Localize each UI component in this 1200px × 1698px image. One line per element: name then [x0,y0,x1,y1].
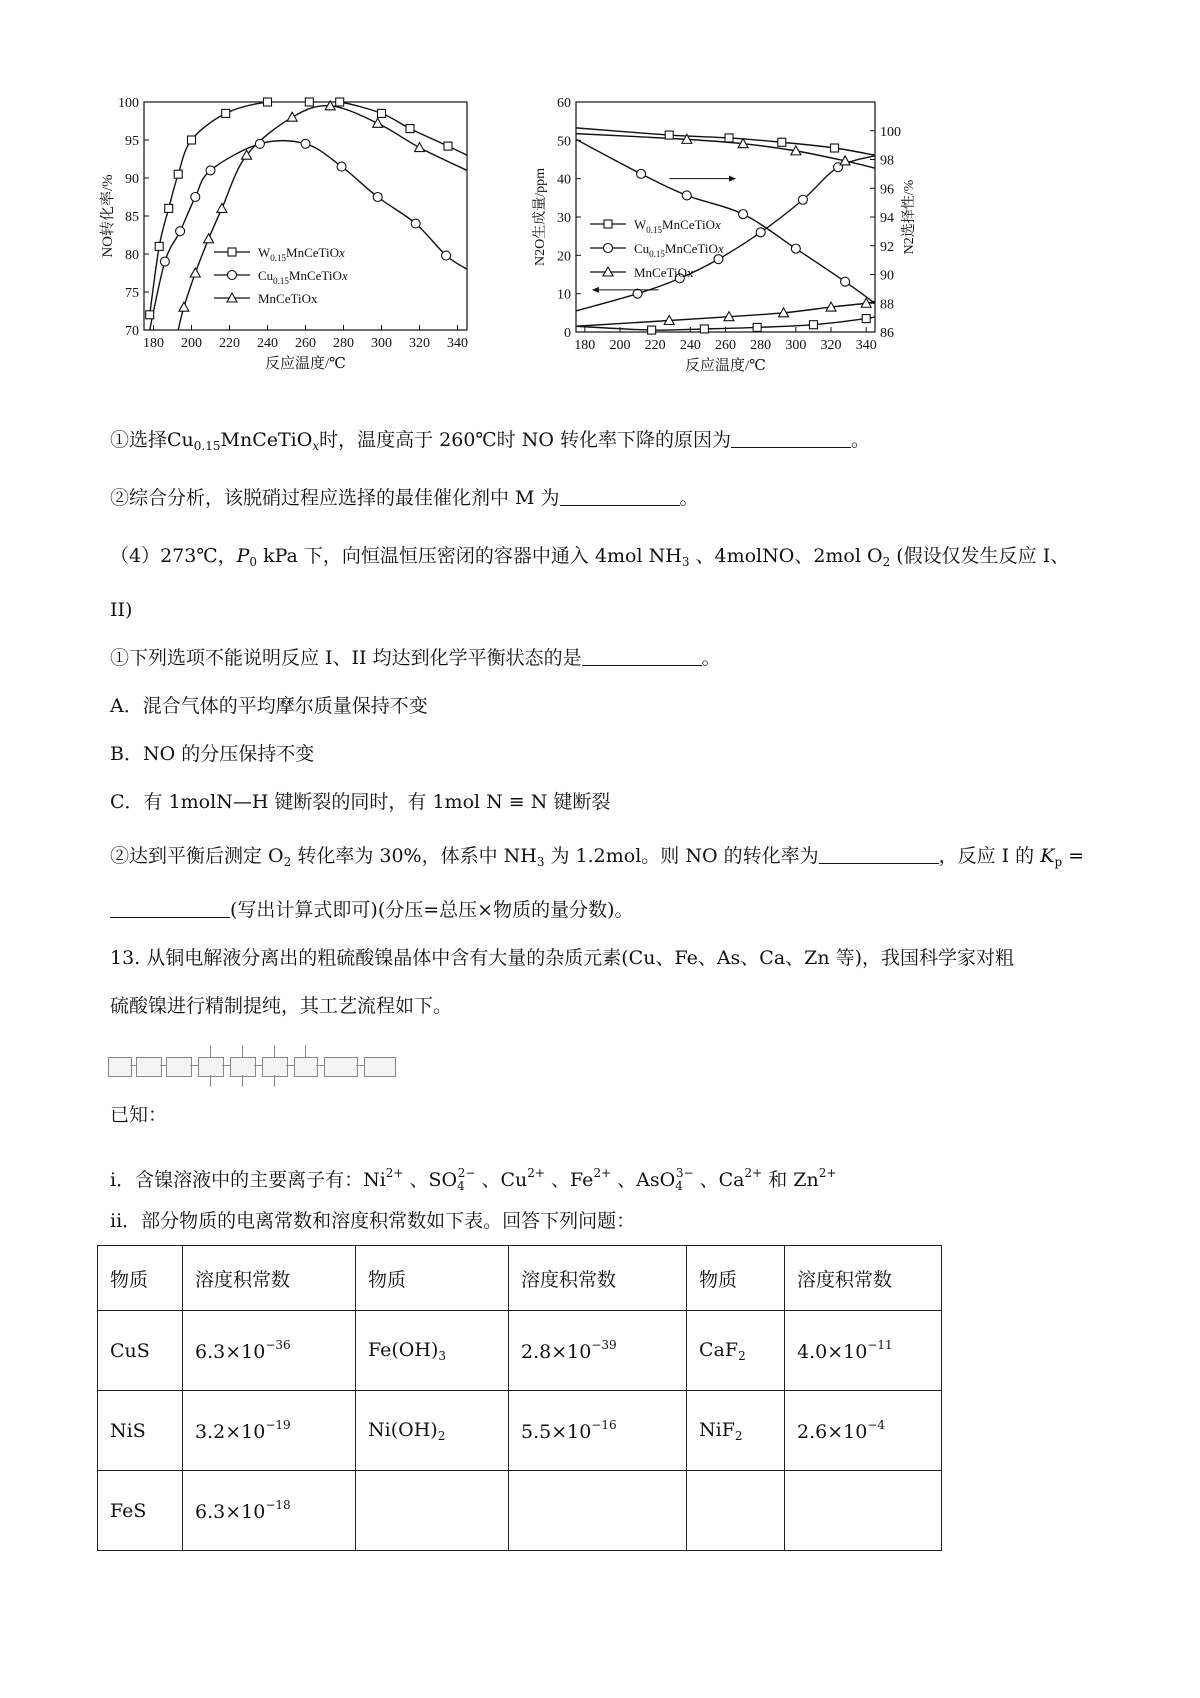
legend-marker [604,220,612,228]
data-point [336,98,344,106]
solubility-product-table [97,1245,942,1551]
flow-arrow [274,1045,275,1057]
table-row [98,1311,942,1391]
data-point [255,139,264,148]
question-13-line1: 13. 从铜电解液分离出的粗硫酸镍晶体中含有大量的杂质元素(Cu、Fe、As、Ca、Zn 等)，我国科学家对粗 [110,947,1015,969]
flow-arrow [242,1045,243,1057]
flow-arrow [210,1045,211,1057]
data-point [809,321,817,329]
data-point [190,268,200,277]
y-tick-label: 88 [880,297,894,313]
table-row [98,1471,942,1551]
table-header-cell: 物质 [98,1246,183,1311]
flow-arrow [286,1065,294,1066]
y-tick-label: 96 [880,182,894,198]
flow-box [108,1057,132,1077]
flow-arrow [316,1065,324,1066]
question-4-line2: (写出计算式即可)(分压=总压×物质的量分数)。 [110,897,634,923]
data-point [714,255,723,264]
data-point [415,143,425,152]
answer-blank-2[interactable] [560,487,680,506]
table-cell: $2.6\times 10^{-4}$ [785,1391,942,1471]
y-tick-label: 92 [880,239,894,255]
y-tick-label: 30 [557,211,571,226]
table-row [98,1391,942,1471]
x-tick-label: 260 [295,336,316,351]
y-tick-label: 85 [125,210,139,225]
flow-arrow [190,1065,198,1066]
data-point [378,109,386,117]
table-cell: $6.3\times 10^{-36}$ [183,1311,356,1391]
x-tick-label: 280 [750,338,772,353]
flow-box [230,1057,256,1077]
x-tick-label: 300 [371,336,392,351]
y-tick-label: 100 [118,96,139,111]
data-point [176,227,185,236]
data-point [179,302,189,311]
data-point [206,166,215,175]
table-cell: FeS [98,1471,183,1551]
answer-blank-5[interactable] [110,899,230,918]
y-axis-label: NO转化率/% [100,174,116,258]
process-flow-diagram [108,1035,398,1093]
table-cell: $Fe(OH)_3$ [356,1311,509,1391]
table-cell: $Ni(OH)_2$ [356,1391,509,1471]
data-point [217,203,227,212]
x-axis-label: 反应温度/℃ [685,358,766,374]
table-header-cell: 物质 [356,1246,509,1311]
flow-box [324,1057,358,1077]
data-point [665,131,673,139]
data-point [831,144,839,152]
data-point [798,195,807,204]
legend-label: $Cu_{0.15}MnCeTiOx$ [258,268,348,286]
y-tick-label: 60 [557,96,571,111]
table-header-cell: 溶度积常数 [509,1246,687,1311]
y-tick-label: 0 [564,326,571,341]
data-point [373,118,383,127]
y-tick-label: 20 [557,249,571,265]
flow-box [294,1057,318,1077]
data-point [160,257,169,266]
flow-arrow [242,1075,243,1087]
data-point [155,242,163,250]
data-point [337,162,346,171]
question-13-line2: 硫酸镍进行精制提纯，其工艺流程如下。 [110,995,453,1017]
y-tick-label: 10 [557,287,571,303]
data-point [442,251,451,260]
flow-box [262,1057,288,1077]
data-point [739,210,748,219]
y-tick-label: 75 [125,286,139,301]
data-point [682,191,691,200]
table-cell: $3.2\times 10^{-19}$ [183,1391,356,1471]
table-cell [356,1471,509,1551]
data-point [373,193,382,202]
no-conversion-chart [100,96,480,416]
flow-arrow [356,1065,364,1066]
question-3: ①下列选项不能说明反应 I、II 均达到化学平衡状态的是 。 [110,647,721,669]
x-tick-label: 240 [257,336,278,351]
question-2: ②综合分析，该脱硝过程应选择的最佳催化剂中 M 为 。 [110,487,699,509]
data-point [191,193,200,202]
table-cell: $2.8\times 10^{-39}$ [509,1311,687,1391]
flow-arrow [210,1075,211,1087]
table-cell [687,1471,785,1551]
y-axis-right-label: N2选择性/% [902,179,917,255]
data-point [633,289,642,298]
table-header-row [98,1246,942,1311]
question-1: ①选择$Cu_{0.15}MnCeTiO_x$时，温度高于 260℃时 NO 转化率下降的原因为 。 [110,429,870,453]
table-cell [509,1471,687,1551]
flow-box [198,1057,224,1077]
part-4-intro-line2: II) [110,599,133,621]
x-tick-label: 200 [181,336,202,351]
data-point [700,325,708,333]
x-tick-label: 260 [715,338,736,353]
data-point [174,170,182,178]
known-item-ii: ii．部分物质的电离常数和溶度积常数如下表。回答下列问题： [110,1210,636,1232]
data-point [165,204,173,212]
option-a: A．混合气体的平均摩尔质量保持不变 [110,695,428,717]
arrow-right-head [729,176,736,182]
data-point [301,139,310,148]
data-point [264,98,272,106]
x-tick-label: 240 [679,338,701,353]
flow-arrow [254,1065,262,1066]
series-group [576,128,875,330]
y-tick-label: 95 [125,134,139,149]
data-point [756,228,765,237]
flow-arrow [274,1075,275,1087]
data-point [305,98,313,106]
option-b: B．NO 的分压保持不变 [110,743,315,765]
y-tick-label: 50 [557,134,571,150]
answer-blank-3[interactable] [582,647,702,666]
data-point [637,169,646,178]
data-point [444,142,452,150]
x-tick-label: 180 [143,336,164,351]
n2o-selectivity-chart-svg [533,96,940,416]
legend-label: $W_{0.15}MnCeTiOx$ [258,245,345,263]
y-tick-label: 100 [880,124,901,140]
data-point [862,315,870,323]
table-cell: $4.0\times 10^{-11}$ [785,1311,942,1391]
answer-blank-1[interactable] [731,429,851,448]
x-tick-label: 180 [574,338,596,353]
data-point [841,277,850,286]
data-point [725,134,733,142]
x-tick-label: 200 [609,338,631,353]
legend-marker [228,271,237,280]
data-point [791,244,800,253]
part-4-intro: （4）273℃，$P_0$ kPa 下，向恒温恒压密闭的容器中通入 4mol $NH_3$ 、4molNO、2mol $O_2$ (假设仅发生反应 I、 [110,545,1070,569]
legend-marker [604,244,613,253]
table-cell: CaF$_2$ [687,1311,785,1391]
x-axis-label: 反应温度/℃ [265,356,346,372]
data-point [648,326,656,334]
table-cell: $6.3\times 10^{-18}$ [183,1471,356,1551]
x-tick-label: 320 [820,338,842,353]
data-point [778,138,786,146]
data-point [411,219,420,228]
data-point [406,125,414,133]
x-tick-label: 220 [644,338,666,353]
y-tick-label: 70 [125,324,139,339]
table-cell [785,1471,942,1551]
y-tick-label: 86 [880,326,894,341]
legend-label: MnCeTiOx [634,265,694,280]
legend-label: $Cu_{0.15}MnCeTiOx$ [634,241,724,259]
table-cell: NiF$_2$ [687,1391,785,1471]
flow-box [136,1057,162,1077]
question-4: ②达到平衡后测定 $O_2$ 转化率为 30%，体系中 $NH_3$ 为 1.2mol。则 NO 的转化率为 ，反应 I 的 $K_p$ = [110,845,1085,869]
flow-arrow [305,1045,306,1057]
data-point [204,234,214,243]
y-tick-label: 40 [557,172,571,188]
flow-arrow [222,1065,230,1066]
table-header-cell: 物质 [687,1246,785,1311]
data-point [188,136,196,144]
flow-box [364,1057,396,1077]
answer-blank-4[interactable] [819,845,939,864]
flow-box [166,1057,192,1077]
data-point [146,311,154,319]
known-heading: 已知： [110,1104,168,1126]
series-line-5 [576,139,875,303]
no-conversion-chart-svg [100,96,480,416]
table-header-cell: 溶度积常数 [183,1246,356,1311]
table-header-cell: 溶度积常数 [785,1246,942,1311]
x-tick-label: 280 [333,336,354,351]
option-c: C．有 1molN—H 键断裂的同时，有 1mol N ≡ N 键断裂 [110,791,611,813]
x-tick-label: 340 [855,338,877,353]
known-item-i: i．含镍溶液中的主要离子有：$Ni^{2+}$ 、$SO_4^{2-}$ 、$Cu^{2+}$ 、$Fe^{2+}$ 、AsO$_4^{3-}$ 、$Ca^{2+}$ 和 $Zn^{2+}$ [110,1166,837,1193]
y-tick-label: 90 [880,268,894,284]
y-tick-label: 98 [880,153,894,169]
legend-marker [228,248,236,256]
data-point [222,109,230,117]
arrow-left-head [592,287,599,293]
data-point [753,323,761,331]
data-point [287,112,297,121]
legend-label: $W_{0.15}MnCeTiOx$ [634,217,721,235]
x-tick-label: 340 [447,336,468,351]
y-tick-label: 80 [125,248,139,263]
x-tick-label: 320 [409,336,430,351]
x-tick-label: 220 [219,336,240,351]
legend-label: MnCeTiOx [258,291,318,306]
y-axis-left-label: N2O生成量/ppm [533,168,548,266]
table-cell: $5.5\times 10^{-16}$ [509,1391,687,1471]
series-line-3 [178,106,467,330]
n2o-selectivity-chart [533,96,940,416]
y-tick-label: 94 [880,211,894,226]
table-cell: CuS [98,1311,183,1391]
table-cell: NiS [98,1391,183,1471]
x-tick-label: 300 [785,338,807,353]
y-tick-label: 90 [125,172,139,187]
